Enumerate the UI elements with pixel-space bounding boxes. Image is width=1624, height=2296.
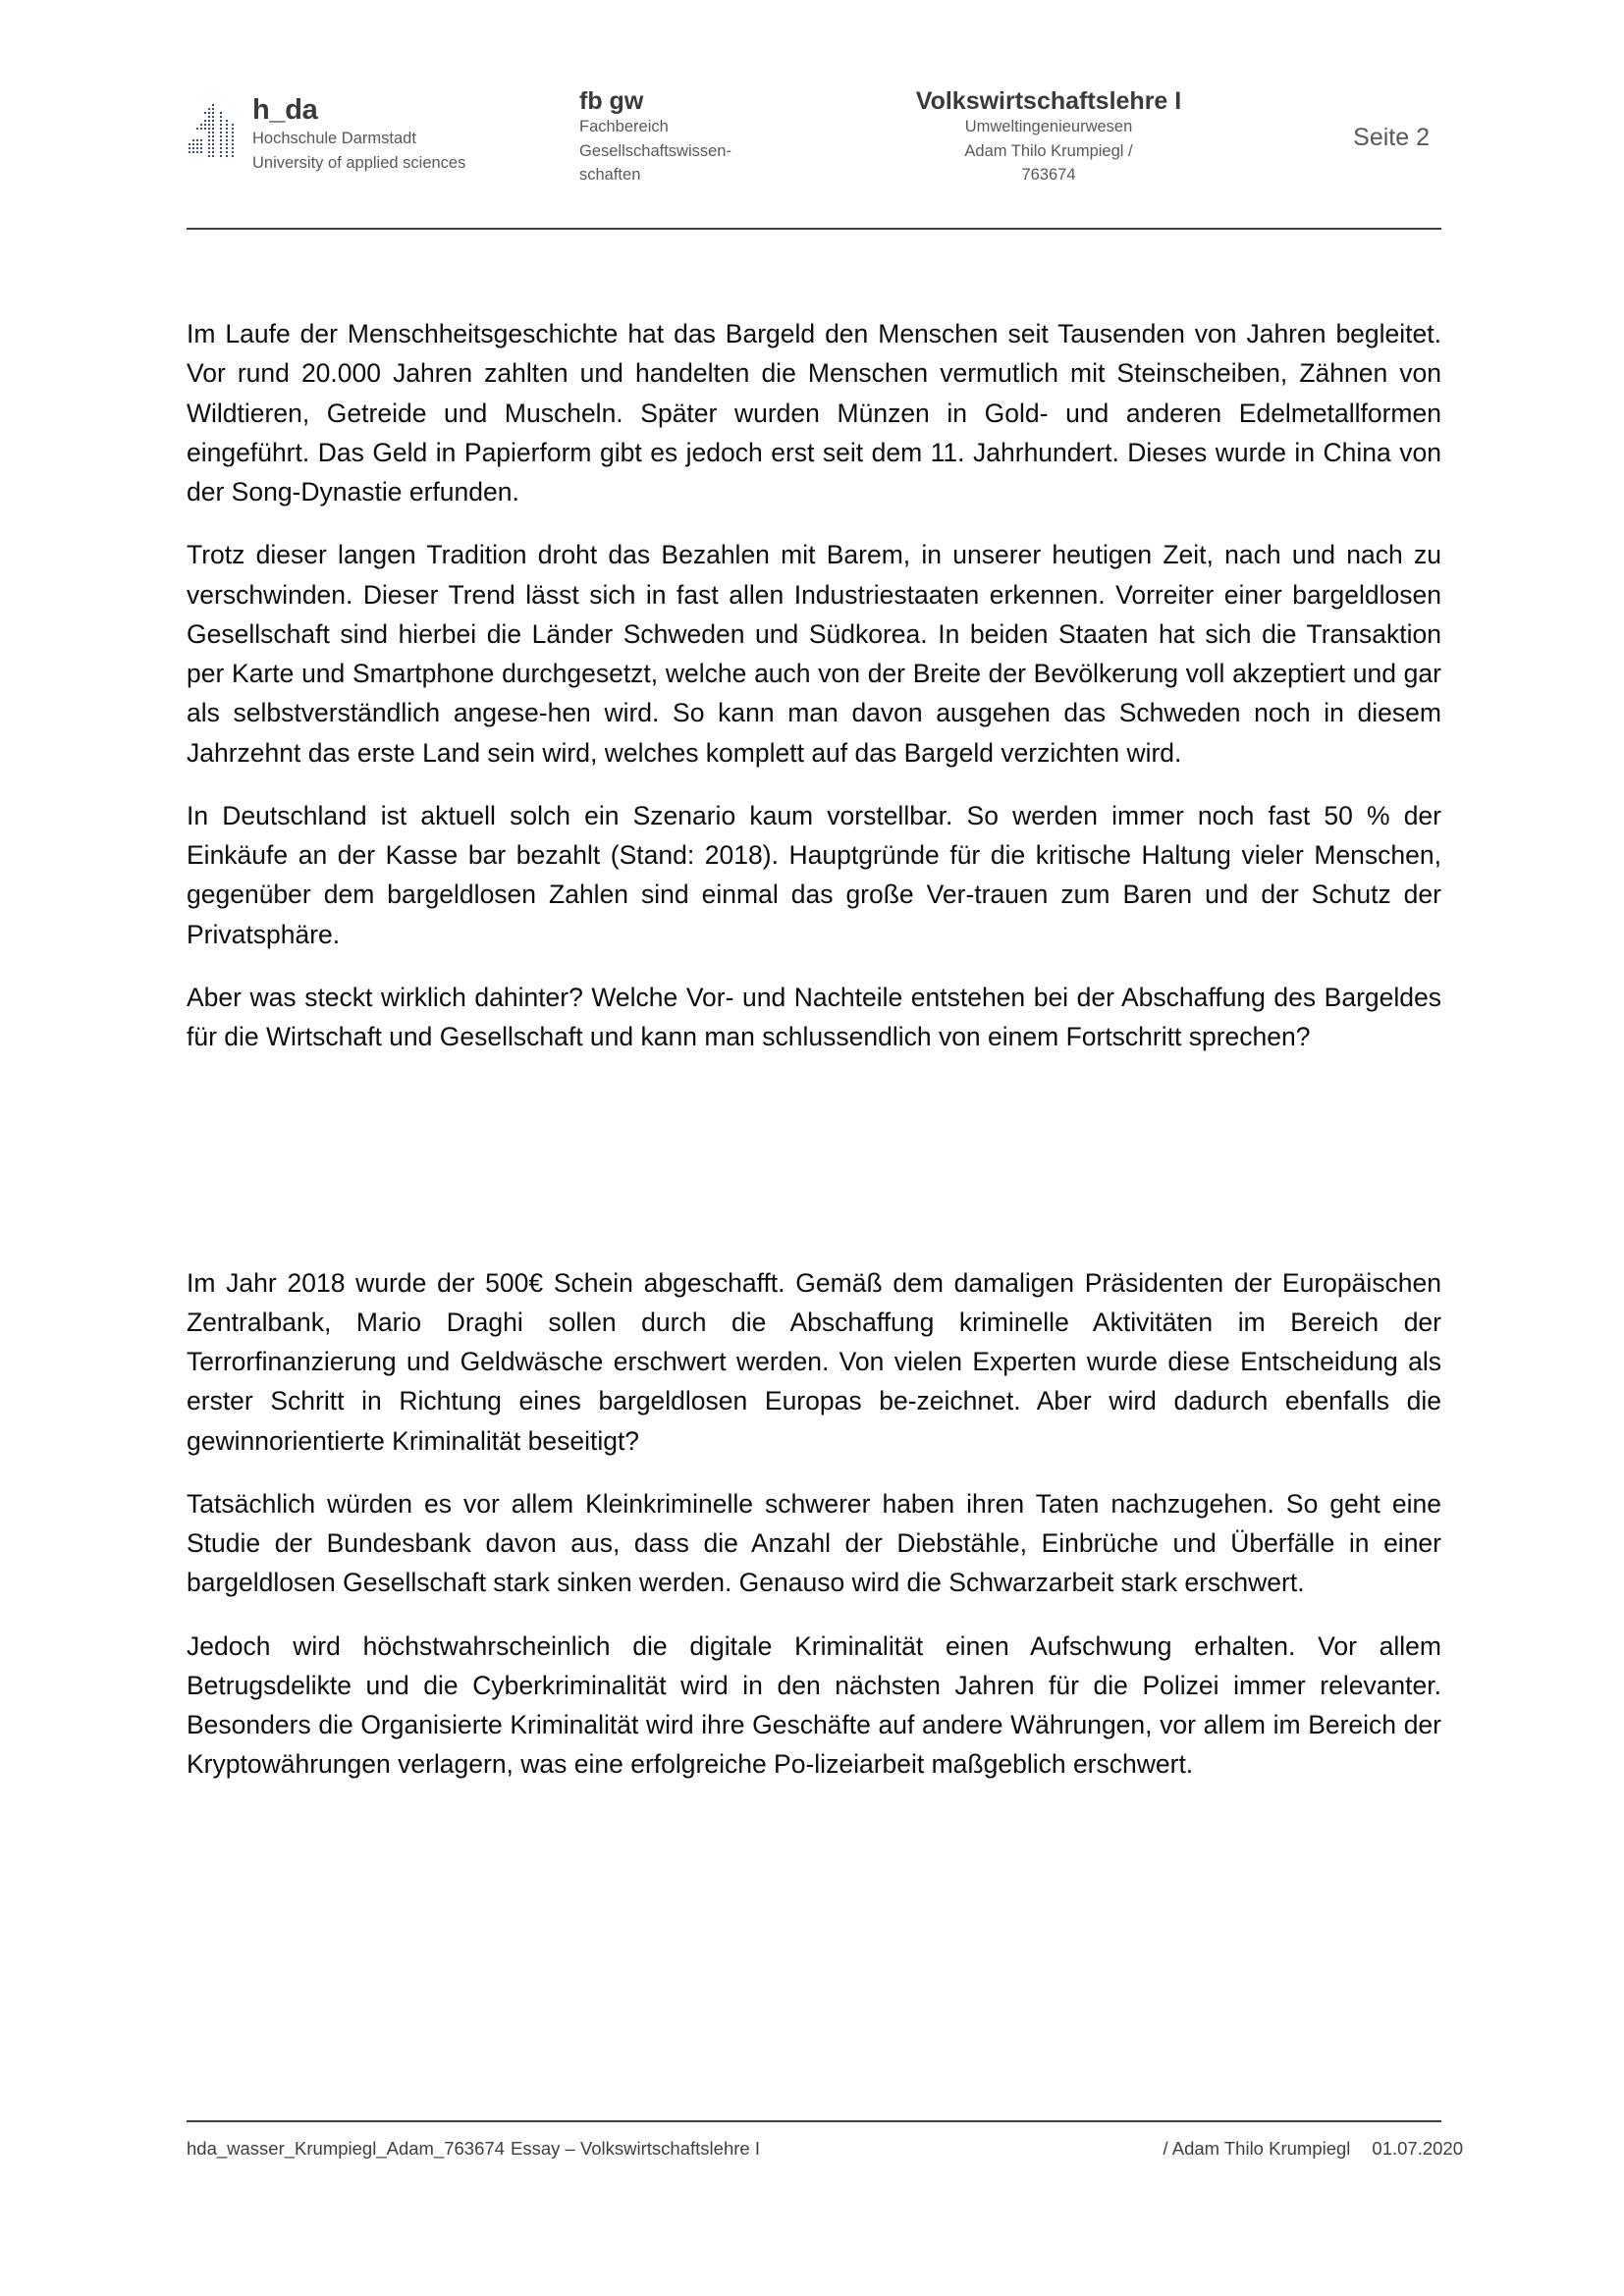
footer-document-id: hda_wasser_Krumpiegl_Adam_763674 [187, 2138, 505, 2159]
page-number-block [1233, 77, 1441, 152]
hda-bars-logo-icon [187, 82, 242, 159]
course-title: Volkswirtschaftslehre I [915, 87, 1182, 115]
page-number-label: Seite 2 [1353, 124, 1430, 151]
study-program: Umweltingenieurwesen [964, 118, 1133, 136]
faculty-name-part1: Gesellschaftswissen- [579, 141, 731, 160]
footer-document-type: Essay – Volkswirtschaftslehre I [511, 2138, 760, 2159]
institution-name-en: University of applied sciences [252, 154, 466, 173]
body-paragraph: Im Laufe der Menschheitsgeschichte hat das Bargeld den Menschen seit Tausenden von Jahren begleitet. Vor rund 20.000 Jahren zahlten und handelten die Menschen vermutlich mit Steinscheiben, Zähnen von Wildtieren, Getreide und Muscheln. Später wurden Münzen in Gold- und anderen Edelmetallformen eingeführt. Das Geld in Papierform gibt es jedoch erst seit dem 11. Jahrhundert. Dieses wurde in China von der Song-Dynastie erfunden. [187, 319, 1441, 507]
faculty-abbreviation: fb gw [579, 87, 644, 115]
document-body [187, 314, 1441, 1785]
footer-divider [187, 2120, 1441, 2122]
body-paragraph: Im Jahr 2018 wurde der 500€ Schein abgeschafft. Gemäß dem damaligen Präsidenten der Europäischen Zentralbank, Mario Draghi sollen durch die Abschaffung kriminelle Aktivitäten im Bereich der Terrorfinanzierung und Geldwäsche erschwert werden. Von vielen Experten wurde diese Entscheidung als erster Schritt in Richtung eines bargeldlosen Europas be-zeichnet. Aber wird dadurch ebenfalls die gewinnorientierte Kriminalität beseitigt? [187, 1267, 1441, 1456]
faculty-block [579, 77, 864, 187]
section-spacer [187, 1081, 1441, 1263]
student-matriculation-number: 763674 [1021, 166, 1076, 185]
header-divider [187, 228, 1441, 230]
institution-block [187, 77, 579, 174]
body-paragraph: Aber was steckt wirklich dahinter? Welche Vor- und Nachteile entstehen bei der Abschaffung des Bargeldes für die Wirtschaft und Gesellschaft und kann man schlussendlich von einem Fortschritt sprechen? [187, 982, 1441, 1052]
body-paragraph: Jedoch wird höchstwahrscheinlich die digitale Kriminalität einen Aufschwung erhalten. Vor allem Betrugsdelikte und die Cyberkriminalität wird in den nächsten Jahren für die Polizei immer relevanter. Besonders die Organisierte Kriminalität wird ihre Geschäfte auf andere Währungen, vor allem im Bereich der Kryptowährungen verlagern, was eine erfolgreiche Po-lizeiarbeit maßgeblich erschwert. [187, 1630, 1441, 1780]
body-paragraph: In Deutschland ist aktuell solch ein Szenario kaum vorstellbar. So werden immer noch fast 50 % der Einkäufe an der Kasse bar bezahlt (Stand: 2018). Hauptgründe für die kritische Haltung vieler Menschen, gegenüber dem bargeldlosen Zahlen sind einmal das große Ver-trauen zum Baren und der Schutz der Privatsphäre. [187, 800, 1441, 949]
faculty-name-part2: schaften [579, 166, 641, 185]
course-block [864, 77, 1233, 187]
footer-date: 01.07.2020 [1372, 2138, 1463, 2159]
page-footer [187, 2138, 1463, 2160]
student-name: Adam Thilo Krumpiegl / [964, 141, 1133, 160]
institution-name-de: Hochschule Darmstadt [252, 130, 416, 147]
page-header [187, 77, 1441, 187]
footer-author: / Adam Thilo Krumpiegl [1163, 2138, 1351, 2159]
body-paragraph: Trotz dieser langen Tradition droht das Bezahlen mit Barem, in unserer heutigen Zeit, nach und nach zu verschwinden. Dieser Trend lässt sich in fast allen Industriestaaten erkennen. Vorreiter einer bargeldlosen Gesellschaft sind hierbei die Länder Schweden und Südkorea. In beiden Staaten hat sich die Transaktion per Karte und Smartphone durchgesetzt, welche auch von der Breite der Bevölkerung voll akzeptiert und gar als selbstverständlich angese-hen wird. So kann man davon ausgehen das Schweden noch in diesem Jahrzehnt das erste Land sein wird, welches komplett auf das Bargeld verzichten wird. [187, 540, 1441, 768]
faculty-label: Fachbereich [579, 118, 669, 136]
body-paragraph: Tatsächlich würden es vor allem Kleinkriminelle schwerer haben ihren Taten nachzugehen. So geht eine Studie der Bundesbank davon aus, dass die Anzahl der Diebstähle, Einbrüche und Überfälle in einer bargeldlosen Gesellschaft stark sinken werden. Genauso wird die Schwarzarbeit stark erschwert. [187, 1488, 1441, 1598]
hda-wordmark: h_da [252, 94, 318, 126]
